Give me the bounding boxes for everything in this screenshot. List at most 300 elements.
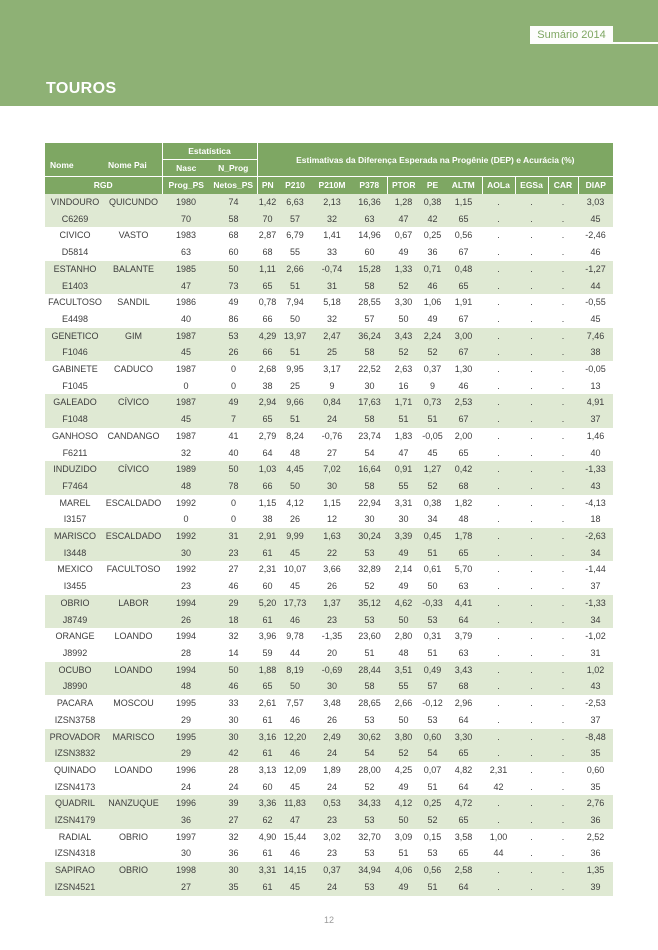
value-cell: 64 xyxy=(445,712,482,729)
name-cell: OBRIO xyxy=(105,829,162,846)
name-cell xyxy=(105,344,162,361)
value-cell: 4,25 xyxy=(387,762,420,779)
name-cell: MARISCO xyxy=(105,729,162,746)
value-cell: 1992 xyxy=(162,561,210,578)
value-cell: -0,69 xyxy=(312,662,352,679)
name-cell: CÍVICO xyxy=(105,461,162,478)
value-cell: 1986 xyxy=(162,294,210,311)
value-cell: 29 xyxy=(162,745,210,762)
value-cell: 67 xyxy=(445,344,482,361)
value-cell: . xyxy=(482,561,515,578)
value-cell: 2,53 xyxy=(445,394,482,411)
value-cell: 45 xyxy=(278,578,312,595)
value-cell: . xyxy=(515,745,548,762)
bull-row-dep xyxy=(45,829,613,846)
value-cell: 64 xyxy=(445,879,482,896)
value-cell: 17,73 xyxy=(278,595,312,612)
value-cell: 14,96 xyxy=(352,227,387,244)
value-cell: 1,28 xyxy=(387,194,420,211)
name-cell: F7464 xyxy=(45,478,105,495)
value-cell: 42 xyxy=(482,779,515,796)
value-cell: 3,51 xyxy=(387,662,420,679)
value-cell: 0,53 xyxy=(312,795,352,812)
value-cell: . xyxy=(548,729,578,746)
value-cell: . xyxy=(515,662,548,679)
value-cell: . xyxy=(515,411,548,428)
value-cell: 0,37 xyxy=(312,862,352,879)
bull-row-dep xyxy=(45,662,613,679)
value-cell: . xyxy=(482,678,515,695)
value-cell: 48 xyxy=(445,511,482,528)
value-cell: 74 xyxy=(210,194,257,211)
bull-row-acc xyxy=(45,411,613,428)
value-cell: -0,76 xyxy=(312,428,352,445)
header-dep-title: Estimativas da Diferença Esperada na Progênie (DEP) e Acurácia (%) xyxy=(257,143,613,177)
value-cell: 73 xyxy=(210,278,257,295)
value-cell: 28 xyxy=(162,645,210,662)
value-cell: 1989 xyxy=(162,461,210,478)
value-cell: 3,96 xyxy=(257,628,278,645)
value-cell: 27 xyxy=(210,812,257,829)
value-cell: 30 xyxy=(210,729,257,746)
value-cell: 2,31 xyxy=(482,762,515,779)
value-cell: 46 xyxy=(445,378,482,395)
value-cell: 1,83 xyxy=(387,428,420,445)
value-cell: 0,42 xyxy=(445,461,482,478)
name-cell: QUICUNDO xyxy=(105,194,162,211)
header-nasc: Nasc xyxy=(162,160,210,177)
value-cell: -1,02 xyxy=(578,628,613,645)
value-cell: . xyxy=(548,795,578,812)
value-cell: 52 xyxy=(352,578,387,595)
value-cell: 0 xyxy=(162,511,210,528)
value-cell: 53 xyxy=(352,545,387,562)
name-cell xyxy=(105,378,162,395)
value-cell: . xyxy=(515,561,548,578)
value-cell: 24 xyxy=(210,779,257,796)
value-cell: 27 xyxy=(312,445,352,462)
value-cell: 65 xyxy=(445,812,482,829)
value-cell: 30 xyxy=(352,511,387,528)
value-cell: 42 xyxy=(210,745,257,762)
value-cell: -2,53 xyxy=(578,695,613,712)
value-cell: 4,45 xyxy=(278,461,312,478)
name-cell: FACULTOSO xyxy=(45,294,105,311)
value-cell: . xyxy=(548,879,578,896)
bull-row-acc xyxy=(45,779,613,796)
value-cell: 3,31 xyxy=(257,862,278,879)
value-cell: 35,12 xyxy=(352,595,387,612)
value-cell: 4,29 xyxy=(257,328,278,345)
value-cell: 1,30 xyxy=(445,361,482,378)
name-cell: I3455 xyxy=(45,578,105,595)
value-cell: 50 xyxy=(387,712,420,729)
value-cell: 26 xyxy=(278,511,312,528)
value-cell: 27 xyxy=(210,561,257,578)
value-cell: 1,91 xyxy=(445,294,482,311)
value-cell: 31 xyxy=(210,528,257,545)
value-cell: 58 xyxy=(352,278,387,295)
name-cell xyxy=(105,845,162,862)
value-cell: 39 xyxy=(578,879,613,896)
value-cell: . xyxy=(515,361,548,378)
value-cell: 32 xyxy=(162,445,210,462)
header-col-diap: DIAP xyxy=(578,177,613,195)
name-cell: SANDIL xyxy=(105,294,162,311)
bull-row-acc xyxy=(45,712,613,729)
value-cell: . xyxy=(482,344,515,361)
value-cell: 0,60 xyxy=(578,762,613,779)
value-cell: 0,67 xyxy=(387,227,420,244)
name-cell: GANHOSO xyxy=(45,428,105,445)
value-cell: . xyxy=(515,211,548,228)
name-cell: GENETICO xyxy=(45,328,105,345)
name-cell: C6269 xyxy=(45,211,105,228)
value-cell: 49 xyxy=(387,545,420,562)
value-cell: 49 xyxy=(420,311,445,328)
value-cell: 53 xyxy=(352,845,387,862)
value-cell: 43 xyxy=(578,678,613,695)
value-cell: 35 xyxy=(210,879,257,896)
value-cell: . xyxy=(482,645,515,662)
value-cell: 64 xyxy=(445,779,482,796)
value-cell: 1995 xyxy=(162,729,210,746)
bull-row-dep xyxy=(45,862,613,879)
value-cell: 58 xyxy=(352,478,387,495)
bull-row-acc xyxy=(45,311,613,328)
value-cell: . xyxy=(515,227,548,244)
value-cell: 26 xyxy=(312,712,352,729)
value-cell: 60 xyxy=(257,779,278,796)
name-cell xyxy=(105,678,162,695)
value-cell: 34 xyxy=(578,545,613,562)
bull-row-acc xyxy=(45,545,613,562)
value-cell: 65 xyxy=(257,278,278,295)
value-cell: 34,94 xyxy=(352,862,387,879)
bulls-table xyxy=(45,143,613,896)
bull-row-acc xyxy=(45,678,613,695)
value-cell: 47 xyxy=(387,211,420,228)
value-cell: 0,56 xyxy=(445,227,482,244)
value-cell: 54 xyxy=(352,445,387,462)
value-cell: 51 xyxy=(352,645,387,662)
value-cell: -0,05 xyxy=(578,361,613,378)
value-cell: 7,94 xyxy=(278,294,312,311)
name-cell: OBRIO xyxy=(45,595,105,612)
value-cell: . xyxy=(548,528,578,545)
value-cell: 9 xyxy=(420,378,445,395)
value-cell: 46 xyxy=(278,745,312,762)
value-cell: . xyxy=(482,578,515,595)
value-cell: 2,49 xyxy=(312,729,352,746)
bull-row-dep xyxy=(45,194,613,211)
value-cell: 1,03 xyxy=(257,461,278,478)
value-cell: 35 xyxy=(578,745,613,762)
value-cell: 42 xyxy=(420,211,445,228)
value-cell: 64 xyxy=(257,445,278,462)
name-cell xyxy=(105,779,162,796)
value-cell: 1,11 xyxy=(257,261,278,278)
value-cell: 0,38 xyxy=(420,194,445,211)
value-cell: 57 xyxy=(420,678,445,695)
name-cell: MARISCO xyxy=(45,528,105,545)
value-cell: 17,63 xyxy=(352,394,387,411)
name-cell: VINDOURO xyxy=(45,194,105,211)
value-cell: -4,13 xyxy=(578,495,613,512)
name-cell xyxy=(105,244,162,261)
value-cell: 52 xyxy=(420,812,445,829)
bull-row-acc xyxy=(45,478,613,495)
value-cell: . xyxy=(482,712,515,729)
value-cell: 44 xyxy=(278,645,312,662)
value-cell: 7,57 xyxy=(278,695,312,712)
value-cell: . xyxy=(482,211,515,228)
value-cell: . xyxy=(548,595,578,612)
value-cell: 23 xyxy=(312,612,352,629)
name-cell xyxy=(105,445,162,462)
value-cell: 22,52 xyxy=(352,361,387,378)
bull-row-acc xyxy=(45,344,613,361)
value-cell: . xyxy=(482,662,515,679)
bull-row-acc xyxy=(45,812,613,829)
value-cell: . xyxy=(548,829,578,846)
value-cell: . xyxy=(515,478,548,495)
header-col-pn: PN xyxy=(257,177,278,195)
bull-row-dep xyxy=(45,628,613,645)
value-cell: 46 xyxy=(278,845,312,862)
value-cell: 66 xyxy=(257,478,278,495)
value-cell: 2,00 xyxy=(445,428,482,445)
value-cell: 48 xyxy=(162,678,210,695)
value-cell: 37 xyxy=(578,411,613,428)
value-cell: 13,97 xyxy=(278,328,312,345)
value-cell: 1,42 xyxy=(257,194,278,211)
value-cell: 1,82 xyxy=(445,495,482,512)
value-cell: 39 xyxy=(210,795,257,812)
value-cell: 50 xyxy=(278,678,312,695)
value-cell: . xyxy=(482,495,515,512)
value-cell: 45 xyxy=(578,311,613,328)
value-cell: 0 xyxy=(162,378,210,395)
value-cell: . xyxy=(548,695,578,712)
value-cell: 52 xyxy=(420,478,445,495)
name-cell: I3448 xyxy=(45,545,105,562)
value-cell: 41 xyxy=(210,428,257,445)
value-cell: 3,39 xyxy=(387,528,420,545)
value-cell: 26 xyxy=(210,344,257,361)
name-cell: ESCALDADO xyxy=(105,495,162,512)
header-col-aola: AOLa xyxy=(482,177,515,195)
value-cell: 40 xyxy=(210,445,257,462)
value-cell: 1,35 xyxy=(578,862,613,879)
bull-row-dep xyxy=(45,762,613,779)
bull-row-acc xyxy=(45,211,613,228)
value-cell: 30 xyxy=(312,678,352,695)
name-cell xyxy=(105,311,162,328)
value-cell: 37 xyxy=(578,712,613,729)
value-cell: 23 xyxy=(312,812,352,829)
value-cell: . xyxy=(482,328,515,345)
header-n-prog: N_Prog xyxy=(210,160,257,177)
value-cell: 7,46 xyxy=(578,328,613,345)
value-cell: 51 xyxy=(420,545,445,562)
name-cell: CADUCO xyxy=(105,361,162,378)
value-cell: 2,58 xyxy=(445,862,482,879)
value-cell: 23 xyxy=(312,845,352,862)
value-cell: 3,02 xyxy=(312,829,352,846)
value-cell: 0,07 xyxy=(420,762,445,779)
header-col-p210m: P210M xyxy=(312,177,352,195)
value-cell: 24 xyxy=(312,879,352,896)
value-cell: 28,55 xyxy=(352,294,387,311)
value-cell: 1,15 xyxy=(445,194,482,211)
value-cell: 2,68 xyxy=(257,361,278,378)
value-cell: 32,70 xyxy=(352,829,387,846)
name-cell: IZSN4318 xyxy=(45,845,105,862)
value-cell: . xyxy=(548,278,578,295)
value-cell: 1,63 xyxy=(312,528,352,545)
name-cell: ORANGE xyxy=(45,628,105,645)
header-col-car: CAR xyxy=(548,177,578,195)
value-cell: . xyxy=(515,578,548,595)
value-cell: 2,91 xyxy=(257,528,278,545)
value-cell: 3,80 xyxy=(387,729,420,746)
value-cell: 1,27 xyxy=(420,461,445,478)
name-cell: J8990 xyxy=(45,678,105,695)
value-cell: 45 xyxy=(278,779,312,796)
value-cell: . xyxy=(548,545,578,562)
value-cell: 61 xyxy=(257,612,278,629)
value-cell: 16 xyxy=(387,378,420,395)
name-cell: E4498 xyxy=(45,311,105,328)
bull-row-dep xyxy=(45,595,613,612)
value-cell: 40 xyxy=(162,311,210,328)
value-cell: 23 xyxy=(210,545,257,562)
value-cell: . xyxy=(515,862,548,879)
name-cell: F1046 xyxy=(45,344,105,361)
value-cell: 2,24 xyxy=(420,328,445,345)
value-cell: 3,30 xyxy=(387,294,420,311)
value-cell: 34 xyxy=(420,511,445,528)
value-cell: 9 xyxy=(312,378,352,395)
value-cell: 50 xyxy=(387,612,420,629)
value-cell: 61 xyxy=(257,845,278,862)
value-cell: . xyxy=(548,862,578,879)
value-cell: . xyxy=(515,528,548,545)
value-cell: . xyxy=(548,328,578,345)
value-cell: 68 xyxy=(210,227,257,244)
value-cell: 51 xyxy=(387,411,420,428)
value-cell: 61 xyxy=(257,879,278,896)
value-cell: 86 xyxy=(210,311,257,328)
bull-row-acc xyxy=(45,511,613,528)
value-cell: 4,62 xyxy=(387,595,420,612)
name-cell: PROVADOR xyxy=(45,729,105,746)
value-cell: 3,13 xyxy=(257,762,278,779)
bull-row-dep xyxy=(45,361,613,378)
value-cell: . xyxy=(515,328,548,345)
value-cell: 54 xyxy=(352,745,387,762)
value-cell: -1,44 xyxy=(578,561,613,578)
bull-row-dep xyxy=(45,795,613,812)
value-cell: . xyxy=(515,695,548,712)
value-cell: . xyxy=(482,311,515,328)
bull-row-dep xyxy=(45,528,613,545)
value-cell: 30 xyxy=(312,478,352,495)
value-cell: 5,18 xyxy=(312,294,352,311)
value-cell: . xyxy=(482,695,515,712)
header-col-p210: P210 xyxy=(278,177,312,195)
value-cell: 1996 xyxy=(162,762,210,779)
value-cell: 38 xyxy=(257,378,278,395)
value-cell: 3,16 xyxy=(257,729,278,746)
value-cell: 36,24 xyxy=(352,328,387,345)
value-cell: 1,78 xyxy=(445,528,482,545)
value-cell: 23,60 xyxy=(352,628,387,645)
name-cell: INDUZIDO xyxy=(45,461,105,478)
value-cell: . xyxy=(515,261,548,278)
value-cell: . xyxy=(515,812,548,829)
name-cell: IZSN3832 xyxy=(45,745,105,762)
value-cell: 4,72 xyxy=(445,795,482,812)
value-cell: . xyxy=(548,812,578,829)
header-nome-pai: Nome Pai xyxy=(108,160,147,170)
value-cell: 66 xyxy=(257,311,278,328)
value-cell: 1992 xyxy=(162,495,210,512)
value-cell: -0,74 xyxy=(312,261,352,278)
value-cell: 2,31 xyxy=(257,561,278,578)
value-cell: 15,28 xyxy=(352,261,387,278)
name-cell xyxy=(105,712,162,729)
bull-row-dep xyxy=(45,695,613,712)
value-cell: 18 xyxy=(578,511,613,528)
value-cell: . xyxy=(548,428,578,445)
value-cell: . xyxy=(548,227,578,244)
value-cell: 7,02 xyxy=(312,461,352,478)
value-cell: . xyxy=(548,779,578,796)
value-cell: 38 xyxy=(578,344,613,361)
value-cell: 30 xyxy=(352,378,387,395)
name-cell xyxy=(105,745,162,762)
value-cell: 50 xyxy=(387,311,420,328)
value-cell: 51 xyxy=(278,278,312,295)
value-cell: 60 xyxy=(257,578,278,595)
bulls-tbody xyxy=(45,194,613,896)
value-cell: -2,63 xyxy=(578,528,613,545)
value-cell: 53 xyxy=(352,812,387,829)
value-cell: 47 xyxy=(162,278,210,295)
value-cell: . xyxy=(515,795,548,812)
value-cell: 53 xyxy=(420,845,445,862)
value-cell: . xyxy=(515,511,548,528)
bull-row-acc xyxy=(45,645,613,662)
value-cell: . xyxy=(515,645,548,662)
value-cell: 51 xyxy=(420,879,445,896)
value-cell: 0,38 xyxy=(420,495,445,512)
name-cell: OBRIO xyxy=(105,862,162,879)
value-cell: 1996 xyxy=(162,795,210,812)
value-cell: 36 xyxy=(162,812,210,829)
bulls-table-container xyxy=(45,143,613,896)
value-cell: . xyxy=(548,578,578,595)
value-cell: 24 xyxy=(312,745,352,762)
name-cell: NANZUQUE xyxy=(105,795,162,812)
value-cell: 52 xyxy=(387,344,420,361)
value-cell: 20 xyxy=(312,645,352,662)
value-cell: 1,00 xyxy=(482,829,515,846)
value-cell: . xyxy=(548,662,578,679)
bull-row-dep xyxy=(45,495,613,512)
